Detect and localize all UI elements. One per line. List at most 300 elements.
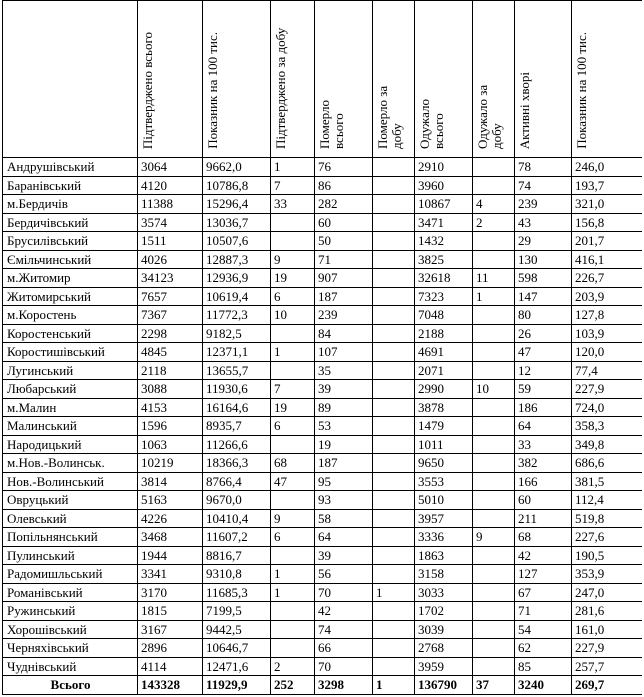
cell-confirmed-daily: 9 [271, 250, 315, 269]
cell-recovered-total: 2910 [415, 158, 473, 177]
cell-recovered-total: 3553 [415, 472, 473, 491]
cell-confirmed-daily [271, 361, 315, 380]
cell-confirmed-total: 10219 [138, 454, 203, 473]
table-row [3, 361, 643, 380]
cell-deaths-daily [373, 158, 415, 177]
cell-deaths-total: 239 [315, 306, 373, 325]
cell-active-rate-per-100k: 193,7 [572, 176, 643, 195]
cell-deaths-total: 58 [315, 509, 373, 528]
cell-confirmed-total: 7367 [138, 306, 203, 325]
total-district-name: Всього [3, 676, 138, 695]
table-row [3, 583, 643, 602]
cell-rate-per-100k: 10786,8 [203, 176, 271, 195]
cell-rate-per-100k: 9670,0 [203, 491, 271, 510]
cell-rate-per-100k: 10646,7 [203, 639, 271, 658]
cell-recovered-daily [473, 491, 515, 510]
cell-recovered-total: 1011 [415, 435, 473, 454]
total-confirmed-total: 143328 [138, 676, 203, 695]
table-container [2, 0, 642, 697]
cell-recovered-total: 3960 [415, 176, 473, 195]
cell-active-cases: 12 [515, 361, 572, 380]
cell-active-cases: 26 [515, 324, 572, 343]
cell-confirmed-total: 3341 [138, 565, 203, 584]
cell-district-name: Олевський [3, 509, 138, 528]
cell-confirmed-daily: 33 [271, 195, 315, 214]
cell-active-rate-per-100k: 247,0 [572, 583, 643, 602]
cell-district-name: Ємільчинський [3, 250, 138, 269]
cell-active-cases: 42 [515, 546, 572, 565]
header-deaths-total [315, 1, 373, 158]
cell-deaths-daily [373, 232, 415, 251]
header-row [3, 1, 643, 158]
cell-recovered-total: 9650 [415, 454, 473, 473]
cell-district-name: Бердичівський [3, 213, 138, 232]
cell-deaths-total: 71 [315, 250, 373, 269]
cell-recovered-total: 5010 [415, 491, 473, 510]
cell-district-name: Житомирський [3, 287, 138, 306]
cell-active-rate-per-100k: 686,6 [572, 454, 643, 473]
cell-confirmed-daily: 9 [271, 509, 315, 528]
cell-active-cases: 62 [515, 639, 572, 658]
cell-district-name: Андрушівський [3, 158, 138, 177]
cell-recovered-total: 3957 [415, 509, 473, 528]
cell-deaths-daily [373, 565, 415, 584]
cell-confirmed-daily [271, 232, 315, 251]
cell-recovered-total: 3158 [415, 565, 473, 584]
cell-deaths-daily [373, 509, 415, 528]
cell-recovered-daily [473, 472, 515, 491]
table-row [3, 398, 643, 417]
cell-active-cases: 33 [515, 435, 572, 454]
cell-deaths-daily [373, 417, 415, 436]
cell-active-rate-per-100k: 349,8 [572, 435, 643, 454]
cell-recovered-daily [473, 398, 515, 417]
cell-confirmed-total: 5163 [138, 491, 203, 510]
cell-deaths-total: 50 [315, 232, 373, 251]
cell-district-name: Коростенський [3, 324, 138, 343]
cell-confirmed-total: 4845 [138, 343, 203, 362]
cell-confirmed-daily [271, 324, 315, 343]
cell-district-name: Коростишівський [3, 343, 138, 362]
cell-confirmed-daily: 7 [271, 380, 315, 399]
table-row [3, 509, 643, 528]
total-row [3, 676, 643, 695]
table-row [3, 380, 643, 399]
cell-deaths-daily [373, 602, 415, 621]
cell-recovered-daily [473, 232, 515, 251]
cell-active-rate-per-100k: 227,9 [572, 639, 643, 658]
cell-rate-per-100k: 11772,3 [203, 306, 271, 325]
cell-active-rate-per-100k: 358,3 [572, 417, 643, 436]
total-recovered-daily: 37 [473, 676, 515, 695]
cell-deaths-total: 60 [315, 213, 373, 232]
cell-confirmed-daily [271, 546, 315, 565]
cell-recovered-daily [473, 602, 515, 621]
cell-confirmed-total: 4114 [138, 657, 203, 676]
cell-confirmed-total: 34123 [138, 269, 203, 288]
cell-rate-per-100k: 9662,0 [203, 158, 271, 177]
cell-confirmed-daily [271, 435, 315, 454]
cell-recovered-total: 3336 [415, 528, 473, 547]
cell-confirmed-daily [271, 491, 315, 510]
cell-active-rate-per-100k: 112,4 [572, 491, 643, 510]
cell-confirmed-total: 4226 [138, 509, 203, 528]
cell-deaths-daily [373, 398, 415, 417]
cell-deaths-daily [373, 657, 415, 676]
cell-rate-per-100k: 11930,6 [203, 380, 271, 399]
cell-deaths-total: 76 [315, 158, 373, 177]
cell-recovered-total: 3825 [415, 250, 473, 269]
cell-active-rate-per-100k: 321,0 [572, 195, 643, 214]
cell-deaths-total: 39 [315, 546, 373, 565]
cell-confirmed-daily: 7 [271, 176, 315, 195]
cell-rate-per-100k: 12936,9 [203, 269, 271, 288]
total-confirmed-daily: 252 [271, 676, 315, 695]
cell-confirmed-total: 3170 [138, 583, 203, 602]
cell-deaths-daily [373, 343, 415, 362]
cell-rate-per-100k: 8766,4 [203, 472, 271, 491]
cell-recovered-daily [473, 176, 515, 195]
cell-deaths-total: 282 [315, 195, 373, 214]
cell-confirmed-daily: 6 [271, 528, 315, 547]
cell-active-cases: 47 [515, 343, 572, 362]
header-active-rate-per-100k [572, 1, 643, 158]
table-row [3, 417, 643, 436]
cell-recovered-daily: 10 [473, 380, 515, 399]
cell-active-cases: 29 [515, 232, 572, 251]
header-label: Показник на 100 тис. [574, 32, 589, 149]
cell-active-rate-per-100k: 281,6 [572, 602, 643, 621]
cell-rate-per-100k: 9442,5 [203, 620, 271, 639]
cell-confirmed-total: 11388 [138, 195, 203, 214]
cell-recovered-total: 10867 [415, 195, 473, 214]
cell-deaths-daily [373, 491, 415, 510]
cell-deaths-total: 907 [315, 269, 373, 288]
cell-active-rate-per-100k: 519,8 [572, 509, 643, 528]
cell-district-name: м.Бердичів [3, 195, 138, 214]
cell-deaths-daily [373, 380, 415, 399]
cell-active-rate-per-100k: 77,4 [572, 361, 643, 380]
cell-recovered-total: 4691 [415, 343, 473, 362]
cell-district-name: Овруцький [3, 491, 138, 510]
cell-confirmed-daily: 2 [271, 657, 315, 676]
header-recovered-total [415, 1, 473, 158]
header-label: Підтверджено всього [140, 31, 155, 149]
table-row [3, 176, 643, 195]
cell-confirmed-total: 3088 [138, 380, 203, 399]
cell-recovered-daily: 4 [473, 195, 515, 214]
cell-recovered-total: 7048 [415, 306, 473, 325]
header-label: Одужало всього [417, 98, 446, 149]
cell-confirmed-total: 1815 [138, 602, 203, 621]
cell-confirmed-total: 1944 [138, 546, 203, 565]
cell-confirmed-total: 1511 [138, 232, 203, 251]
table-row [3, 546, 643, 565]
cell-rate-per-100k: 12887,3 [203, 250, 271, 269]
cell-active-rate-per-100k: 120,0 [572, 343, 643, 362]
cell-active-rate-per-100k: 246,0 [572, 158, 643, 177]
cell-deaths-total: 35 [315, 361, 373, 380]
cell-rate-per-100k: 10410,4 [203, 509, 271, 528]
cell-recovered-daily: 11 [473, 269, 515, 288]
cell-active-cases: 74 [515, 176, 572, 195]
cell-district-name: м.Малин [3, 398, 138, 417]
cell-confirmed-total: 2118 [138, 361, 203, 380]
cell-active-cases: 71 [515, 602, 572, 621]
header-rate-per-100k [203, 1, 271, 158]
cell-active-cases: 43 [515, 213, 572, 232]
cell-deaths-daily [373, 361, 415, 380]
cell-active-cases: 78 [515, 158, 572, 177]
cell-rate-per-100k: 8935,7 [203, 417, 271, 436]
header-confirmed-total [138, 1, 203, 158]
cell-recovered-daily [473, 324, 515, 343]
header-label: Померло всього [317, 100, 346, 149]
cell-deaths-total: 64 [315, 528, 373, 547]
cell-active-cases: 186 [515, 398, 572, 417]
cell-recovered-total: 3878 [415, 398, 473, 417]
cell-recovered-daily [473, 657, 515, 676]
cell-active-rate-per-100k: 416,1 [572, 250, 643, 269]
cell-active-cases: 67 [515, 583, 572, 602]
cell-rate-per-100k: 11266,6 [203, 435, 271, 454]
cell-recovered-daily [473, 343, 515, 362]
cell-active-cases: 211 [515, 509, 572, 528]
cell-recovered-total: 32618 [415, 269, 473, 288]
header-label: Одужало за добу [475, 84, 504, 149]
cell-rate-per-100k: 8816,7 [203, 546, 271, 565]
table-row [3, 232, 643, 251]
cell-active-cases: 127 [515, 565, 572, 584]
cell-deaths-daily: 1 [373, 583, 415, 602]
cell-recovered-daily [473, 546, 515, 565]
cell-confirmed-total: 4153 [138, 398, 203, 417]
cell-active-rate-per-100k: 127,8 [572, 306, 643, 325]
cell-recovered-total: 2990 [415, 380, 473, 399]
cell-recovered-daily: 2 [473, 213, 515, 232]
cell-district-name: Малинський [3, 417, 138, 436]
cell-confirmed-daily: 6 [271, 287, 315, 306]
cell-active-rate-per-100k: 227,6 [572, 528, 643, 547]
cell-district-name: Народицький [3, 435, 138, 454]
cell-active-rate-per-100k: 103,9 [572, 324, 643, 343]
cell-recovered-daily [473, 435, 515, 454]
cell-active-cases: 80 [515, 306, 572, 325]
cell-recovered-daily [473, 509, 515, 528]
cell-active-rate-per-100k: 190,5 [572, 546, 643, 565]
cell-recovered-daily [473, 620, 515, 639]
cell-active-rate-per-100k: 381,5 [572, 472, 643, 491]
cell-deaths-daily [373, 435, 415, 454]
cell-deaths-daily [373, 213, 415, 232]
cell-confirmed-total: 3814 [138, 472, 203, 491]
cell-district-name: Лугинський [3, 361, 138, 380]
cell-deaths-total: 42 [315, 602, 373, 621]
cell-confirmed-daily: 19 [271, 269, 315, 288]
cell-deaths-total: 187 [315, 287, 373, 306]
table-row [3, 435, 643, 454]
cell-deaths-total: 66 [315, 639, 373, 658]
header-label: Показник на 100 тис. [205, 32, 220, 149]
cell-deaths-daily [373, 454, 415, 473]
cell-confirmed-total: 7657 [138, 287, 203, 306]
cell-recovered-daily [473, 250, 515, 269]
cell-recovered-daily [473, 565, 515, 584]
header-district [3, 1, 138, 158]
total-deaths-total: 3298 [315, 676, 373, 695]
table-row [3, 269, 643, 288]
cell-recovered-total: 3033 [415, 583, 473, 602]
cell-district-name: Брусилівський [3, 232, 138, 251]
table-row [3, 602, 643, 621]
table-row [3, 343, 643, 362]
cell-deaths-daily [373, 176, 415, 195]
cell-confirmed-daily: 47 [271, 472, 315, 491]
total-deaths-daily: 1 [373, 676, 415, 695]
cell-recovered-total: 2071 [415, 361, 473, 380]
cell-active-rate-per-100k: 724,0 [572, 398, 643, 417]
cell-active-cases: 239 [515, 195, 572, 214]
table-row [3, 639, 643, 658]
cell-recovered-total: 1863 [415, 546, 473, 565]
cell-active-rate-per-100k: 257,7 [572, 657, 643, 676]
cell-confirmed-daily: 6 [271, 417, 315, 436]
cell-confirmed-daily: 68 [271, 454, 315, 473]
header-label: Померло за добу [375, 85, 404, 149]
cell-deaths-daily [373, 546, 415, 565]
cell-recovered-total: 1432 [415, 232, 473, 251]
table-row [3, 454, 643, 473]
cell-active-rate-per-100k: 156,8 [572, 213, 643, 232]
table-row [3, 565, 643, 584]
cell-district-name: Радомишльський [3, 565, 138, 584]
cell-active-rate-per-100k: 161,0 [572, 620, 643, 639]
cell-deaths-total: 56 [315, 565, 373, 584]
covid-statistics-table [2, 0, 642, 695]
cell-deaths-total: 19 [315, 435, 373, 454]
cell-rate-per-100k: 13036,7 [203, 213, 271, 232]
cell-deaths-total: 70 [315, 583, 373, 602]
cell-recovered-total: 3471 [415, 213, 473, 232]
cell-active-cases: 147 [515, 287, 572, 306]
header-label: Підтверджено за добу [273, 27, 288, 149]
cell-active-rate-per-100k: 203,9 [572, 287, 643, 306]
cell-active-cases: 85 [515, 657, 572, 676]
header-active-cases [515, 1, 572, 158]
cell-confirmed-daily [271, 213, 315, 232]
cell-district-name: Попільнянський [3, 528, 138, 547]
cell-rate-per-100k: 9310,8 [203, 565, 271, 584]
cell-confirmed-daily: 1 [271, 158, 315, 177]
table-row [3, 195, 643, 214]
cell-recovered-daily [473, 158, 515, 177]
cell-confirmed-total: 3574 [138, 213, 203, 232]
cell-recovered-daily [473, 361, 515, 380]
table-row [3, 324, 643, 343]
cell-rate-per-100k: 7199,5 [203, 602, 271, 621]
cell-active-cases: 60 [515, 491, 572, 510]
cell-rate-per-100k: 10619,4 [203, 287, 271, 306]
cell-district-name: Пулинський [3, 546, 138, 565]
header-label: Активні хворі [517, 71, 532, 149]
cell-district-name: Любарський [3, 380, 138, 399]
total-recovered-total: 136790 [415, 676, 473, 695]
cell-deaths-total: 74 [315, 620, 373, 639]
cell-confirmed-total: 4026 [138, 250, 203, 269]
cell-deaths-total: 39 [315, 380, 373, 399]
cell-recovered-total: 1479 [415, 417, 473, 436]
cell-confirmed-total: 4120 [138, 176, 203, 195]
cell-confirmed-daily [271, 639, 315, 658]
cell-recovered-daily [473, 639, 515, 658]
total-active-cases: 3240 [515, 676, 572, 695]
cell-deaths-daily [373, 287, 415, 306]
cell-deaths-total: 95 [315, 472, 373, 491]
cell-confirmed-total: 3064 [138, 158, 203, 177]
cell-rate-per-100k: 11607,2 [203, 528, 271, 547]
cell-deaths-daily [373, 620, 415, 639]
total-rate-per-100k: 11929,9 [203, 676, 271, 695]
cell-confirmed-daily: 19 [271, 398, 315, 417]
cell-deaths-total: 84 [315, 324, 373, 343]
cell-active-cases: 68 [515, 528, 572, 547]
cell-district-name: Ружинський [3, 602, 138, 621]
cell-active-cases: 59 [515, 380, 572, 399]
cell-confirmed-total: 2896 [138, 639, 203, 658]
cell-rate-per-100k: 16164,6 [203, 398, 271, 417]
cell-active-cases: 598 [515, 269, 572, 288]
cell-confirmed-daily: 1 [271, 343, 315, 362]
cell-recovered-daily [473, 454, 515, 473]
cell-district-name: Баранівський [3, 176, 138, 195]
cell-district-name: м.Коростень [3, 306, 138, 325]
cell-confirmed-total: 3167 [138, 620, 203, 639]
cell-rate-per-100k: 15296,4 [203, 195, 271, 214]
cell-deaths-daily [373, 306, 415, 325]
cell-deaths-total: 93 [315, 491, 373, 510]
header-deaths-daily [373, 1, 415, 158]
cell-district-name: Хорошівський [3, 620, 138, 639]
cell-active-cases: 166 [515, 472, 572, 491]
cell-confirmed-daily [271, 602, 315, 621]
table-row [3, 287, 643, 306]
cell-active-cases: 382 [515, 454, 572, 473]
cell-confirmed-total: 1063 [138, 435, 203, 454]
cell-district-name: Черняхівський [3, 639, 138, 658]
cell-deaths-total: 107 [315, 343, 373, 362]
cell-rate-per-100k: 10507,6 [203, 232, 271, 251]
cell-confirmed-daily [271, 620, 315, 639]
table-row [3, 620, 643, 639]
cell-active-cases: 130 [515, 250, 572, 269]
cell-confirmed-total: 3468 [138, 528, 203, 547]
table-row [3, 306, 643, 325]
cell-confirmed-daily: 1 [271, 583, 315, 602]
cell-recovered-daily [473, 583, 515, 602]
cell-rate-per-100k: 13655,7 [203, 361, 271, 380]
cell-deaths-daily [373, 639, 415, 658]
cell-deaths-daily [373, 472, 415, 491]
total-active-rate-per-100k: 269,7 [572, 676, 643, 695]
cell-recovered-daily [473, 417, 515, 436]
cell-recovered-total: 3039 [415, 620, 473, 639]
cell-recovered-total: 7323 [415, 287, 473, 306]
table-row [3, 158, 643, 177]
cell-recovered-total: 2188 [415, 324, 473, 343]
cell-recovered-daily [473, 306, 515, 325]
cell-rate-per-100k: 12371,1 [203, 343, 271, 362]
cell-district-name: Романівський [3, 583, 138, 602]
